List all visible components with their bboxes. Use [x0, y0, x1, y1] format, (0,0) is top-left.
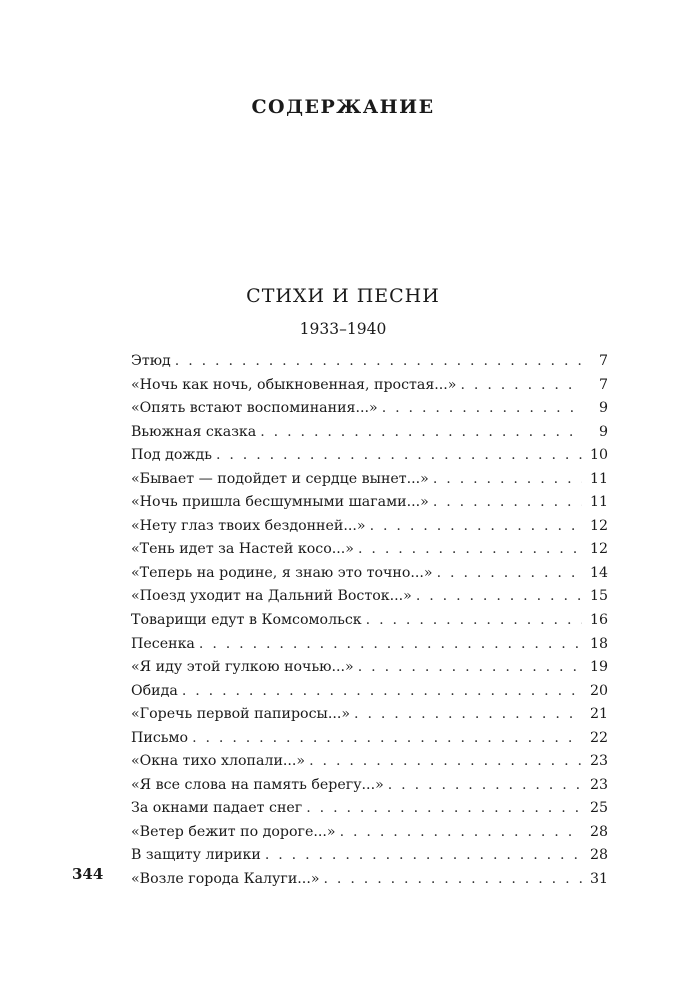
dot-leader: [358, 538, 582, 562]
dot-leader: [306, 797, 582, 821]
toc-entry[interactable]: [131, 350, 608, 374]
toc-entry-page: 23: [589, 753, 608, 770]
toc-entry-page: 7: [598, 376, 608, 393]
toc-entry[interactable]: [131, 585, 608, 609]
toc-entry-page: 11: [589, 494, 608, 511]
toc-entry[interactable]: [131, 703, 608, 727]
toc-entry[interactable]: [131, 774, 608, 798]
toc-entry-page: 14: [589, 564, 608, 581]
toc-entry[interactable]: [131, 374, 608, 398]
toc-entry-title: «Возле города Калуги...»: [131, 871, 320, 888]
toc-entry[interactable]: [131, 727, 608, 751]
toc-entry[interactable]: [131, 656, 608, 680]
toc-entry-page: 23: [589, 776, 608, 793]
toc-entry[interactable]: [131, 468, 608, 492]
toc-entry-title: «Нету глаз твоих бездонней...»: [131, 517, 366, 534]
dot-leader: [366, 609, 582, 633]
toc-entry-page: 25: [589, 800, 608, 817]
toc-entry-page: 28: [589, 823, 608, 840]
dot-leader: [388, 774, 582, 798]
dot-leader: [324, 868, 582, 892]
dot-leader: [260, 421, 582, 445]
toc-entry[interactable]: [131, 680, 608, 704]
toc-entry[interactable]: [131, 397, 608, 421]
dot-leader: [192, 727, 582, 751]
dot-leader: [461, 374, 583, 398]
toc-entry-title: За окнами падает снег: [131, 800, 303, 817]
dot-leader: [199, 633, 582, 657]
toc-entry-title: В защиту лирики: [131, 847, 261, 864]
dot-leader: [433, 468, 582, 492]
toc-entry-page: 9: [598, 423, 608, 440]
toc-entry-title: «Окна тихо хлопали...»: [131, 753, 306, 770]
page-title: СОДЕРЖАНИЕ: [251, 96, 435, 118]
section-years: 1933–1940: [299, 320, 387, 338]
toc-entry-page: 15: [589, 588, 608, 605]
dot-leader: [354, 703, 582, 727]
toc-entry-page: 21: [589, 706, 608, 723]
dot-leader: [433, 491, 582, 515]
toc-entry-title: «Горечь первой папиросы...»: [131, 706, 351, 723]
section-title: СТИХИ И ПЕСНИ: [246, 285, 440, 307]
toc-entry-title: Вьюжная сказка: [131, 423, 257, 440]
toc-entry-page: 10: [589, 447, 608, 464]
dot-leader: [309, 750, 582, 774]
toc-entry-page: 12: [589, 517, 608, 534]
toc-entry[interactable]: [131, 868, 608, 892]
toc-entry[interactable]: [131, 538, 608, 562]
toc-entry[interactable]: [131, 633, 608, 657]
toc-entry-page: 16: [589, 612, 608, 629]
dot-leader: [265, 844, 582, 868]
dot-leader: [216, 444, 582, 468]
toc-entry-title: Письмо: [131, 729, 189, 746]
toc-entry-page: 19: [589, 659, 608, 676]
toc-entry-title: «Поезд уходит на Дальний Восток...»: [131, 588, 412, 605]
toc-entry-page: 7: [598, 353, 608, 369]
dot-leader: [182, 680, 582, 704]
toc-entry-title: Товарищи едут в Комсомольск: [131, 612, 362, 629]
page-number: 344: [72, 865, 104, 883]
toc-entry[interactable]: [131, 844, 608, 868]
toc-entry-page: 11: [589, 470, 608, 487]
toc-entry-title: «Ветер бежит по дороге...»: [131, 823, 336, 840]
toc-entry-title: Обида: [131, 682, 178, 699]
table-of-contents: [131, 350, 608, 892]
toc-entry-title: Этюд: [131, 353, 171, 369]
toc-entry-page: 31: [589, 871, 608, 888]
toc-entry-page: 18: [589, 635, 608, 652]
toc-entry[interactable]: [131, 562, 608, 586]
dot-leader: [370, 515, 582, 539]
toc-entry[interactable]: [131, 444, 608, 468]
toc-entry-page: 9: [598, 400, 608, 417]
toc-entry-title: «Теперь на родине, я знаю это точно...»: [131, 564, 433, 581]
toc-entry[interactable]: [131, 821, 608, 845]
toc-entry-page: 22: [589, 729, 608, 746]
toc-entry[interactable]: [131, 421, 608, 445]
dot-leader: [358, 656, 582, 680]
toc-entry-title: Песенка: [131, 635, 195, 652]
toc-entry-title: «Я иду этой гулкою ночью...»: [131, 659, 354, 676]
dot-leader: [175, 350, 582, 374]
toc-entry-title: «Опять встают воспоминания...»: [131, 400, 378, 417]
dot-leader: [437, 562, 582, 586]
toc-entry[interactable]: [131, 609, 608, 633]
dot-leader: [340, 821, 582, 845]
dot-leader: [416, 585, 582, 609]
toc-entry-title: «Ночь как ночь, обыкновенная, простая...»: [131, 376, 457, 393]
dot-leader: [382, 397, 582, 421]
toc-entry-title: «Ночь пришла бесшумными шагами...»: [131, 494, 429, 511]
toc-entry[interactable]: [131, 750, 608, 774]
toc-entry-title: Под дождь: [131, 447, 212, 464]
toc-entry-page: 20: [589, 682, 608, 699]
toc-entry[interactable]: [131, 515, 608, 539]
toc-entry-title: «Бывает — подойдет и сердце вынет...»: [131, 470, 429, 487]
toc-entry[interactable]: [131, 491, 608, 515]
toc-entry-page: 12: [589, 541, 608, 558]
toc-entry[interactable]: [131, 797, 608, 821]
toc-entry-page: 28: [589, 847, 608, 864]
toc-entry-title: «Тень идет за Настей косо...»: [131, 541, 354, 558]
toc-entry-title: «Я все слова на память берегу...»: [131, 776, 384, 793]
